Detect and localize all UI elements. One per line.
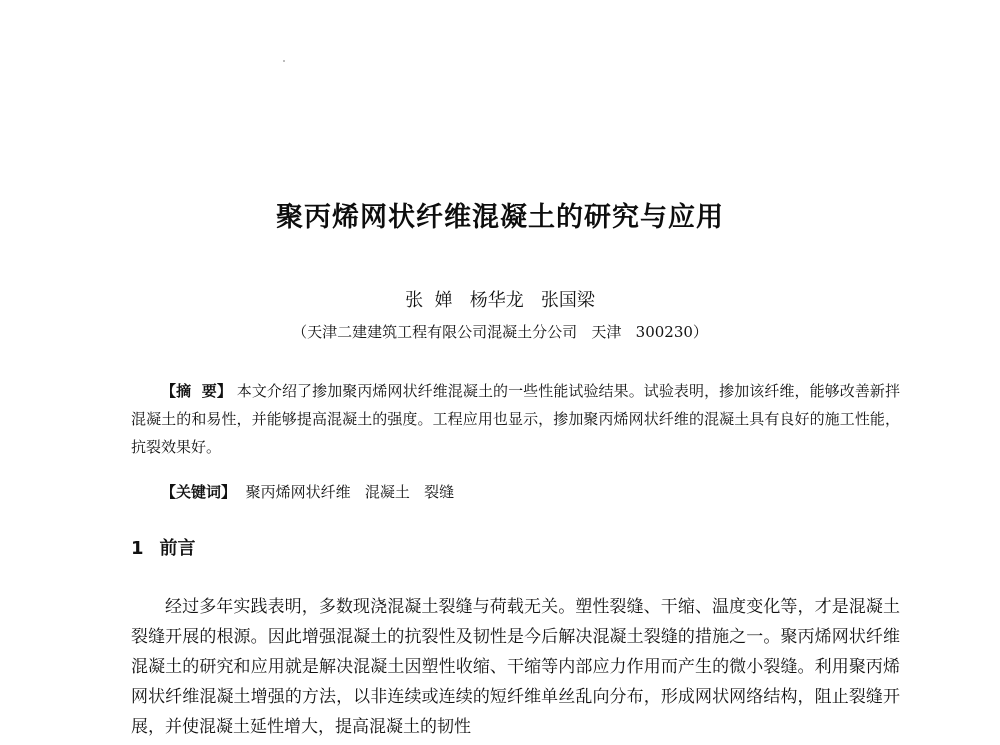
author-list: 张 婵 杨华龙 张国梁: [405, 290, 595, 311]
abstract-label: 【摘 要】: [161, 382, 232, 400]
section-heading: [131, 535, 196, 563]
section-title: 前言: [159, 538, 196, 559]
abstract-text: 本文介绍了掺加聚丙烯网状纤维混凝土的一些性能试验结果。试验表明，掺加该纤维，能够改善新拌混凝土的和易性，并能够提高混凝土的强度。工程应用也显示，掺加聚丙烯网状纤维的混凝土具有良好的施工性能，抗裂效果好。: [131, 382, 900, 456]
section-body-paragraph: 经过多年实践表明，多数现浇混凝土裂缝与荷载无关。塑性裂缝、干缩、温度变化等，才是混凝土裂缝开展的根源。因此增强混凝土的抗裂性及韧性是今后解决混凝土裂缝的措施之一。聚丙烯网状纤维混凝土的研究和应用就是解决混凝土因塑性收缩、干缩等内部应力作用而产生的微小裂缝。利用聚丙烯网状纤维混凝土增强的方法，以非连续或连续的短纤维单丝乱向分布，形成网状网络结构，阻止裂缝开展，并使混凝土延性增大，提高混凝土的韧性: [131, 597, 900, 737]
abstract-paragraph: [131, 377, 900, 461]
section-number: 1: [131, 538, 144, 559]
keywords-text: 聚丙烯网状纤维 混凝土 裂缝: [245, 483, 455, 501]
author-affiliation: （天津二建建筑工程有限公司混凝土分公司 天津 300230）: [292, 323, 708, 341]
keywords-label: 【关键词】: [161, 483, 237, 501]
keywords-line: [161, 478, 901, 506]
paper-title: 聚丙烯网状纤维混凝土的研究与应用: [276, 202, 724, 233]
scan-speck: [283, 60, 285, 62]
